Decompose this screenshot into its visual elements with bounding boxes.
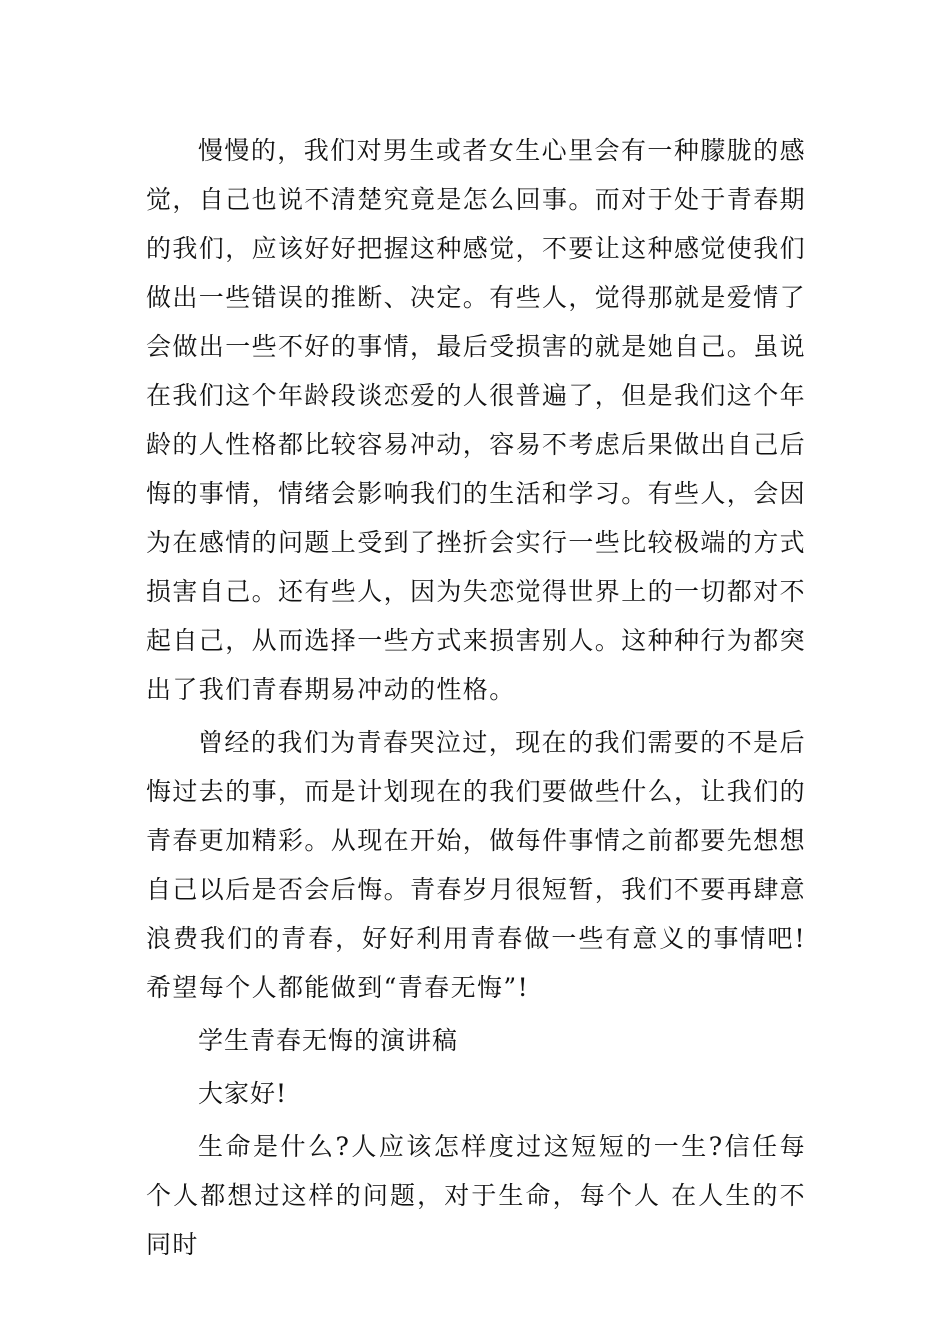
paragraph-2: 曾经的我们为青春哭泣过，现在的我们需要的不是后悔过去的事，而是计划现在的我们要做些什么，让我们的青春更加精彩。从现在开始，做每件事情之前都要先想想自己以后是否会后悔。青春岁月很短暂，我们不要再肆意浪费我们的青春，好好利用青春做一些有意义的事情吧!希望每个人都能做到“青春无悔”! bbox=[146, 728, 807, 1002]
speech-title: 学生青春无悔的演讲稿 bbox=[198, 1026, 459, 1055]
paragraph-1: 慢慢的，我们对男生或者女生心里会有一种朦胧的感觉，自己也说不清楚究竟是怎么回事。而对于处于青春期的我们，应该好好把握这种感觉，不要让这种感觉使我们做出一些错误的推断、决定。有些人，觉得那就是爱情了会做出一些不好的事情，最后受损害的就是她自己。虽说在我们这个年龄段谈恋爱的人很普遍了，但是我们这个年龄的人性格都比较容易冲动，容易不考虑后果做出自己后悔的事情，情绪会影响我们的生活和学习。有些人，会因为在感情的问题上受到了挫折会实行一些比较极端的方式损害自己。还有些人，因为失恋觉得世界上的一切都对不起自己，从而选择一些方式来损害别人。这种种行为都突出了我们青春期易冲动的性格。 bbox=[146, 136, 807, 704]
paragraph-3: 生命是什么?人应该怎样度过这短短的一生?信任每个人都想过这样的问题，对于生命，每个人 在人生的不同时 bbox=[146, 1132, 806, 1259]
document-page bbox=[146, 126, 806, 1269]
greeting: 大家好! bbox=[198, 1079, 288, 1108]
